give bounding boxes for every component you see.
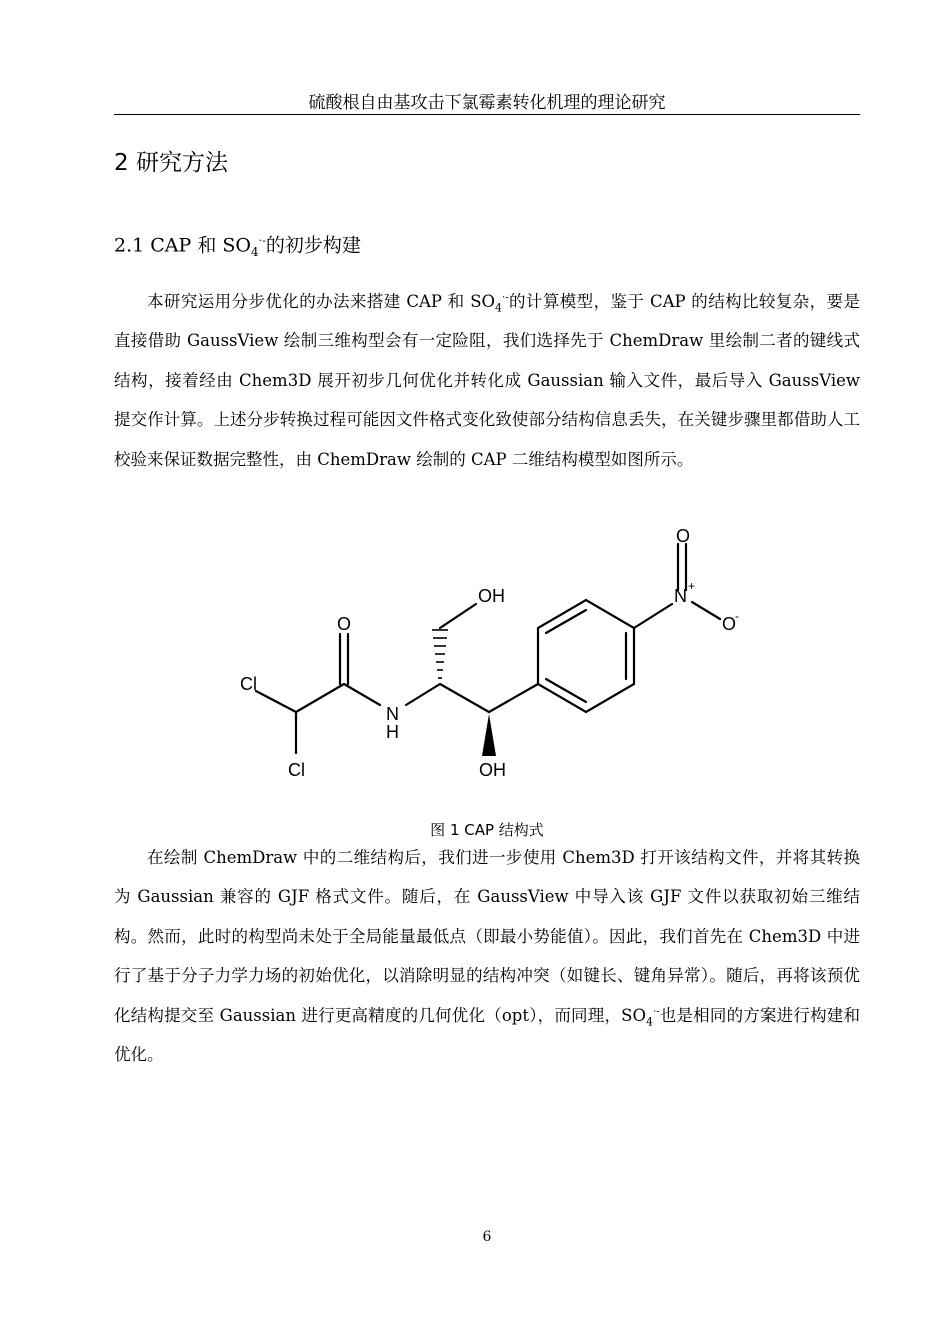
atom-o-nitro-right: O: [722, 614, 737, 634]
subsection-title-main: 2.1 CAP 和 SO: [114, 234, 251, 257]
paragraph-2-superscript: ·-: [653, 1006, 660, 1018]
ring-inner-bond-a: [546, 610, 586, 633]
cap-structure-diagram: [220, 524, 760, 794]
bond-c1-c2: [440, 684, 489, 712]
atom-o-nitro-top: O: [676, 526, 691, 546]
atom-oh-bottom: OH: [479, 760, 506, 780]
paragraph-1-subscript: 4: [495, 301, 503, 315]
atom-h-amide: H: [386, 722, 399, 742]
page-number: 6: [482, 1229, 492, 1245]
subsection-title-tail: 的初步构建: [265, 234, 361, 257]
solid-wedge-bond: [482, 714, 496, 756]
atom-cl-bottom: Cl: [288, 760, 305, 780]
paragraph-2-text-a: 在绘制 ChemDraw 中的二维结构后，我们进一步使用 Chem3D 打开该结构文件，并将其转换为 Gaussian 兼容的 GJF 格式文件。随后，在 GaussView 中导入该 GJF 文件以获取初始三维结构。然而，此时的构型尚未处于全局能量最低点（即最小势能值）。因此，我们首先在 Chem3D 中进行了基于分子力学力场的初始优化，以消除明显的结构冲突（如键长、键角异常）。随后，再将该预优化结构提交至 Gaussian 进行更高精度的几何优化（opt），而同理，SO: [114, 848, 860, 1025]
bond-n-c1: [406, 684, 440, 705]
atom-oh-top: OH: [478, 586, 505, 606]
header-rule: [114, 114, 860, 115]
subsection-title: [114, 228, 361, 265]
paragraph-2-text-b: 也是相同的方案进行构建和优化。: [114, 1005, 860, 1065]
bond-ring-nitro: [634, 604, 672, 628]
bond-cl-top: [256, 691, 296, 712]
paragraph-1-text-b: 的计算模型，鉴于 CAP 的结构比较复杂，要是直接借助 GaussView 绘制三维构型会有一定险阻，我们选择先于 ChemDraw 里绘制二者的键线式结构，接着经由 Chem3D 展开初步几何优化并转化成 Gaussian 输入文件，最后导入 GaussView 提交作计算。上述分步转换过程可能因文件格式变化致使部分结构信息丢失，在关键步骤里都借助人工校验来保证数据完整性，由 ChemDraw 绘制的 CAP 二维结构模型如图所示。: [114, 292, 860, 469]
bond-c-n: [344, 684, 380, 705]
charge-o-nitro: -: [735, 609, 739, 623]
charge-n-nitro: +: [688, 579, 696, 593]
paragraph-1: [114, 282, 860, 479]
atom-o-carbonyl: O: [337, 614, 352, 634]
paragraph-2: [114, 838, 860, 1074]
paragraph-2-subscript: 4: [646, 1014, 653, 1028]
subsection-title-superscript: ·-: [258, 234, 266, 247]
figure-caption: 图 1 CAP 结构式: [430, 821, 544, 839]
cap-structure-figure: [220, 524, 760, 794]
subsection-title-subscript: 4: [250, 245, 259, 260]
atom-n-nitro: N: [674, 586, 687, 606]
bond-nitro-single: [692, 602, 720, 619]
benzene-ring: [538, 600, 634, 712]
section-title: 2 研究方法: [114, 150, 228, 176]
paragraph-1-text-a: 本研究运用分步优化的办法来搭建 CAP 和 SO: [147, 292, 496, 311]
paragraph-1-superscript: ·-: [502, 292, 509, 304]
bond-c2-ring: [489, 684, 538, 712]
ring-inner-bond-c: [546, 679, 586, 702]
atom-cl-top: Cl: [240, 674, 257, 694]
atom-n-amide: N: [386, 704, 399, 724]
running-header: 硫酸根自由基攻击下氯霉素转化机理的理论研究: [308, 93, 666, 113]
bond-c-carbonyl: [296, 684, 344, 712]
hashed-wedge-bond: [432, 630, 448, 678]
bond-ch2-oh: [440, 604, 476, 628]
